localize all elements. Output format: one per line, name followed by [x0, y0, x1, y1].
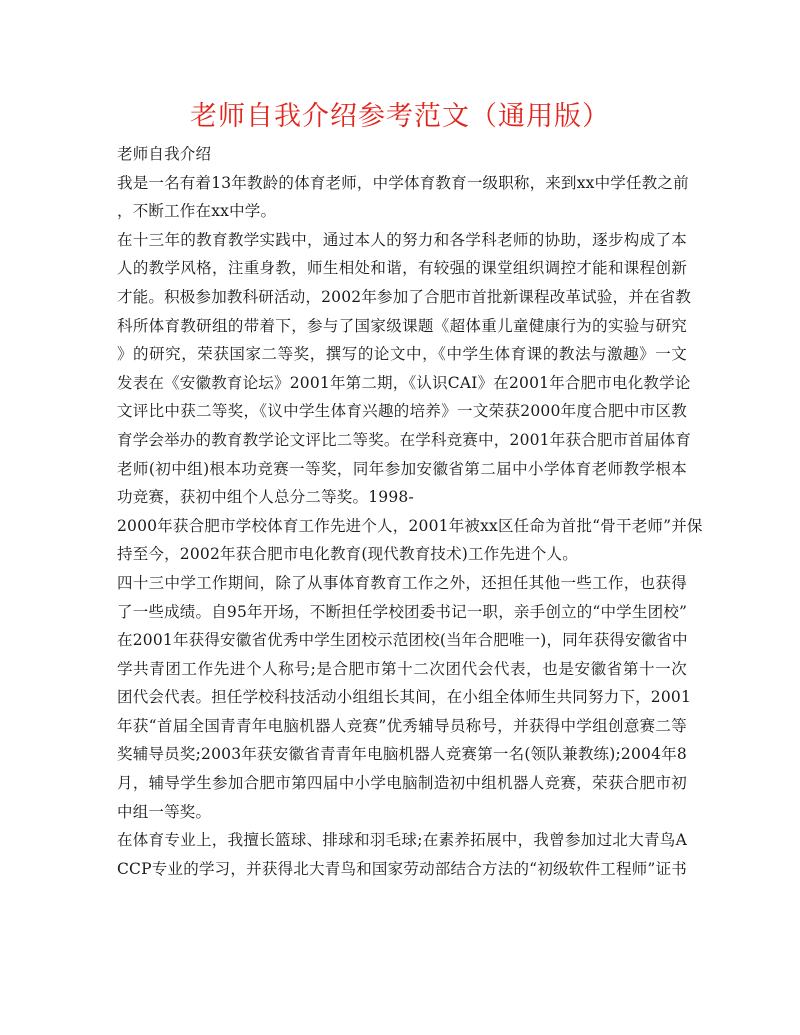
text-line: 持至今，2002年获合肥市电化教育(现代教育技术)工作先进个人。 [117, 545, 578, 564]
text-line: 》的研究，荣获国家二等奖，撰写的论文中，《中学生体育课的教法与激趣》一文 [117, 345, 687, 364]
text-line: 团代会代表。担任学校科技活动小组组长其间，在小组全体师生共同努力下，2001 [117, 688, 692, 707]
text-line: 四十三中学工作期间，除了从事体育教育工作之外，还担任其他一些工作，也获得 [117, 573, 687, 592]
text-line: 在十三年的教育教学实践中，通过本人的努力和各学科老师的协助，逐步构成了本 [117, 230, 687, 249]
text-line: 发表在《安徽教育论坛》2001年第二期，《认识CAI》在2001年合肥市电化教学论 [117, 373, 691, 392]
text-line: 在体育专业上，我擅长篮球、排球和羽毛球;在素养拓展中，我曾参加过北大青鸟A [117, 831, 687, 850]
text-line: 我是一名有着13年教龄的体育老师，中学体育教育一级职称，来到xx中学任教之前 [117, 173, 689, 192]
text-line: 了一些成绩。自95年开场，不断担任学校团委书记一职，亲手创立的“中学生团校” [117, 602, 688, 621]
document-title: 老师自我介绍参考范文（通用版） [190, 101, 610, 132]
text-line: 在2001年获得安徽省优秀中学生团校示范团校(当年合肥唯一)，同年获得安徽省中 [117, 631, 688, 650]
text-line: 学共青团工作先进个人称号;是合肥市第十二次团代会代表，也是安徽省第十一次 [117, 659, 687, 678]
document-body [117, 140, 703, 883]
text-line: 中组一等奖。 [117, 802, 212, 821]
text-line: 科所体育教研组的带着下，参与了国家级课题《超体重儿童健康行为的实验与研究 [117, 316, 687, 335]
text-line: 年获“首届全国青青年电脑机器人竞赛”优秀辅导员称号，并获得中学组创意赛二等 [117, 716, 687, 735]
text-line: ，不断工作在xx中学。 [117, 202, 277, 221]
text-line: 育学会举办的教育教学论文评比二等奖。在学科竞赛中，2001年获合肥市首届体育 [117, 430, 692, 449]
text-line: 才能。积极参加教科研活动，2002年参加了合肥市首批新课程改革试验，并在省教 [117, 287, 692, 306]
text-line: 文评比中获二等奖，《议中学生体育兴趣的培养》一文荣获2000年度合肥中市区教 [117, 402, 687, 421]
text-line: 功竞赛，获初中组个人总分二等奖。1998- [117, 488, 414, 507]
text-line: CCP专业的学习，并获得北大青鸟和国家劳动部结合方法的“初级软件工程师”证书 [117, 859, 687, 878]
text-line: 月，辅导学生参加合肥市第四届中小学电脑制造初中组机器人竞赛，荣获合肥市初 [117, 774, 687, 793]
text-line: 老师(初中组)根本功竞赛一等奖，同年参加安徽省第二届中小学体育老师教学根本 [117, 459, 687, 478]
text-line: 老师自我介绍 [117, 145, 212, 163]
text-line: 2000年获合肥市学校体育工作先进个人，2001年被xx区任命为首批“骨干老师”并保 [117, 516, 703, 535]
text-line: 奖辅导员奖;2003年获安徽省青青年电脑机器人竞赛第一名(领队兼教练);2004年8 [117, 745, 687, 764]
text-line: 人的教学风格，注重身教，师生相处和谐，有较强的课堂组织调控才能和课程创新 [117, 259, 687, 278]
